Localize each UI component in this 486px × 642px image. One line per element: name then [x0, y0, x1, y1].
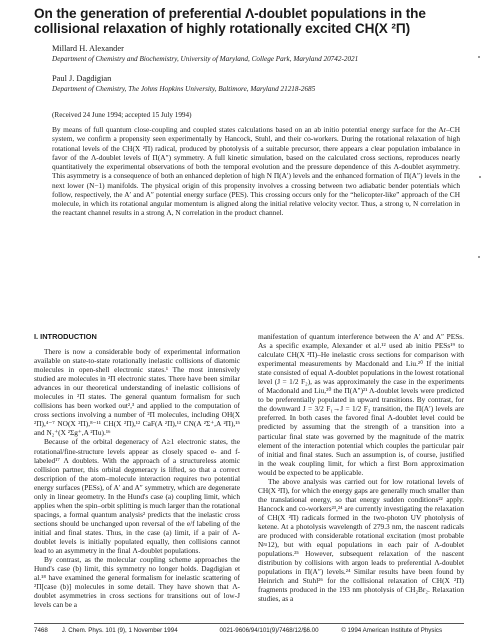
author-affiliation: Department of Chemistry, The Johns Hopkins University, Baltimore, Maryland 21218-2685	[52, 85, 316, 93]
paragraph: manifestation of quantum interference between the A′ and A″ PESs. As a specific example, Alexander et al.¹² used ab initio PESs¹⁹ to calculate CH(X ²Π)–He inelastic cross sections for comparison with experimental measurements by Macdonald and Liu.²⁰ If the initial state consisted of equal Λ-doublet populations in the lowest rotational level (J = 1/2 F₂), as was approximately the case in the experiments of Macdonald and Liu,²⁰ the Π(A″)²¹ Λ-doublet levels were predicted to be preferentially populated in upward transitions. By contrast, for the downward J = 3/2 F₁→J = 1/2 F₂ transition, the Π(A′) levels are preferred. In both cases the favored final Λ-doublet level could be predicted by assuming that the strength of a transition into a particular final state was governed by the magnitude of the matrix element of the interaction potential which couples the particular pair of initial and final states. Such an assumption is, of course, justified in the weak coupling limit, for which a first Born approximation would be expected to be applicable.	[258, 332, 464, 477]
paragraph: There is now a considerable body of experimental information available on state-to-state rotationally inelastic collisions of diatomic molecules in open-shell electronic states.¹ The most intensively studied are molecules in ²Π electronic states. There have been similar advances in our theoretical understanding of inelastic collisions of molecules in ²Π states. The general quantum formalism for such collisions has been worked out²,³ and applied to the computation of cross sections involving a number of ²Π molecules, including OH(X ²Π),⁴⁻⁷ NO(X ²Π),⁸⁻¹¹ CH(X ²Π),¹² CaF(A ²Π),¹³ CN(A ²Σ⁺,A ²Π),¹⁵ and N₂⁺(X ²Σg⁺,A ²Πu).¹⁶	[34, 347, 240, 438]
page-number: 7468	[34, 627, 48, 634]
paragraph: Because of the orbital degeneracy of Λ≥1 electronic states, the rotational/fine-structure levels appear as closely spaced e- and f-labeled¹⁷ Λ doublets. With the approach of a structureless atomic collision partner, this orbital degeneracy is lifted, so that a correct description of the atom–molecule interaction requires two potential energy surfaces (PESs), of A′ and A″ symmetry, which are degenerate only in linear geometry. In the Hund's case (a) coupling limit, which applies when the spin–orbit splitting is much larger than the rotational spacings, a formal quantum analysis² predicts that the inelastic cross sections should be unchanged upon reversal of the e/f labeling of the initial and final states. Thus, in the case (a) limit, if a pair of Λ-doublet levels is initially populated equally, then collisions cannot lead to an asymmetry in the final Λ-doublet populations.	[34, 437, 240, 556]
paragraph: By contrast, as the molecular coupling scheme approaches the Hund's case (b) limit, this symmetry no longer holds. Dagdigian et al.¹⁸ have examined the general formalism for inelastic scattering of ²Π[case (b)] molecules in some detail. They have shown that Λ-doublet asymmetries in cross sections for transitions out of low-J levels can be a	[34, 555, 240, 610]
left-column	[34, 347, 240, 610]
author-affiliation: Department of Chemistry and Biochemistry, University of Maryland, College Park, Maryland 20742-2021	[52, 55, 359, 63]
abstract: By means of full quantum close-coupling and coupled states calculations based on an ab initio potential energy surface for the Ar–CH system, we confirm a propensity seen experimentally by Hancock, Stuhl, and their co-workers. During the rotational relaxation of high rotational levels of the CH(X ²Π) radical, produced by photolysis of a suitable precursor, there appears a clear population imbalance in favor of the Λ-doublet levels of Π(A″) symmetry. A full kinetic simulation, based on the calculated cross sections, reproduces nearly quantitatively the experimental observations of both the temporal evolution and the pressure dependence of this Λ-doublet asymmetry. This asymmetry is a consequence of both an enhanced depletion of high N Π(A′) levels and the enhanced formation of Π(A″) levels in the next lower (N−1) manifolds. The physical origin of this propensity involves a crossing between two adiabatic bender potentials which follow, respectively, the A′ and A″ potential energy surface (PES). This crossing occurs only for the “helicopter-like” approach of the CH molecule, in which its rotational angular momentum is aligned along the initial relative velocity vector. Thus, a strong υ, N correlation in the reactant channel results in a strong Λ, N correlation in the product channel.	[52, 125, 460, 218]
copyright-notice: © 1994 American Institute of Physics	[341, 627, 443, 634]
scan-speck	[478, 256, 480, 258]
received-dates: (Received 24 June 1994; accepted 15 July 1994)	[52, 111, 192, 119]
scan-speck	[478, 56, 480, 58]
page-footer	[34, 623, 464, 634]
paper-title: On the generation of preferential Λ-doublet populations in the collisional relaxation of highly rotationally excited CH(X ²Π)	[34, 6, 426, 36]
section-heading: I. INTRODUCTION	[34, 332, 97, 341]
journal-citation: J. Chem. Phys. 101 (9), 1 November 1994	[61, 627, 178, 634]
article-code: 0021-9606/94/101(9)/7468/12/$6.00	[219, 627, 319, 634]
right-column	[258, 332, 464, 614]
author-name: Millard H. Alexander	[52, 44, 124, 53]
author-name: Paul J. Dagdigian	[52, 74, 112, 83]
scan-speck	[479, 176, 481, 178]
paragraph: The above analysis was carried out for low rotational levels of CH(X ²Π), for which the energy gaps are generally much smaller than the translational energy, so that energy sudden conditions²² apply. Hancock and co-workers²³,²⁴ are currently investigating the relaxation of CH(X ²Π) radicals formed in the two-photon UV photolysis of ketene. At a photolysis wavelength of 279.3 nm, the nascent radicals are produced with considerable rotational excitation (most probable N≈12), but with equal populations in each pair of Λ-doublet populations.²⁵ However, subsequent relaxation of the nascent distribution by collisions with argon leads to preferential Λ-doublet populations in Π(A″) levels.²⁴ Similar results have been found by Heinrich and Stuhl²⁶ for the collisional relaxation of CH(X ²Π) fragments produced in the 193 nm photolysis of CH₂Br₂. Relaxation studies, as a	[258, 476, 464, 604]
